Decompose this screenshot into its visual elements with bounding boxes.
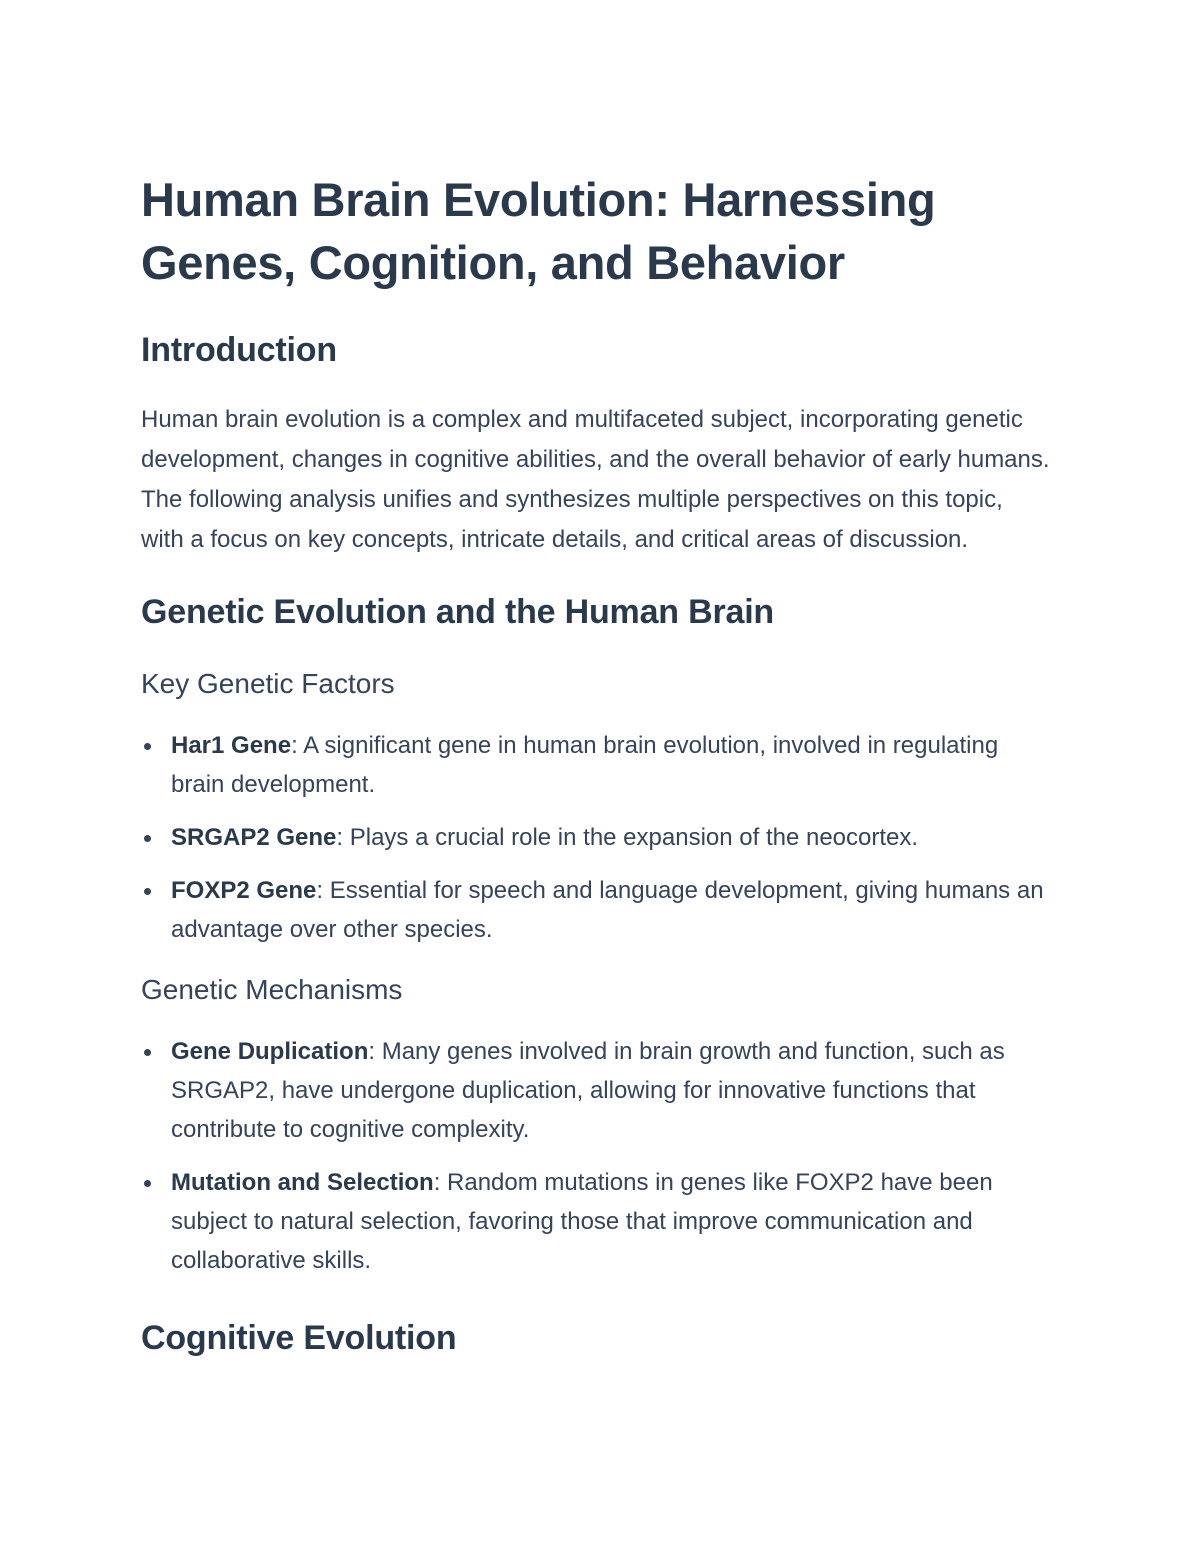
list-item xyxy=(141,871,1050,949)
introduction-paragraph: Human brain evolution is a complex and multifaceted subject, incorporating genetic development, changes in cognitive abilities, and the overall behavior of early humans. The following analysis unifies and synthesizes multiple perspectives on this topic, with a focus on key concepts, intricate details, and critical areas of discussion. xyxy=(141,406,1050,553)
list-item-term: FOXP2 Gene xyxy=(171,877,317,904)
list-item xyxy=(141,726,1050,804)
list-item-text: : Many genes involved in brain growth and function, such as SRGAP2, have undergone duplication, allowing for innovative functions that contribute to cognitive complexity. xyxy=(171,1038,1005,1143)
list-item-text: : Random mutations in genes like FOXP2 have been subject to natural selection, favoring those that improve communication and collaborative skills. xyxy=(171,1169,993,1274)
key-genetic-factors-heading: Key Genetic Factors xyxy=(141,668,395,699)
list-item-term: Gene Duplication xyxy=(171,1038,369,1065)
list-item-text: : Essential for speech and language development, giving humans an advantage over other species. xyxy=(171,877,1044,943)
list-item-term: Har1 Gene xyxy=(171,732,292,759)
genetic-mechanisms-heading: Genetic Mechanisms xyxy=(141,974,403,1005)
list-item-term: SRGAP2 Gene xyxy=(171,824,337,851)
cognitive-evolution-heading: Cognitive Evolution xyxy=(141,1319,457,1357)
list-item xyxy=(141,1163,1050,1280)
key-genetic-factors-list xyxy=(141,726,1050,949)
list-item xyxy=(141,1032,1050,1149)
list-item-text: : A significant gene in human brain evolution, involved in regulating brain development. xyxy=(171,732,999,798)
genetic-evolution-heading: Genetic Evolution and the Human Brain xyxy=(141,593,775,631)
list-item-term: Mutation and Selection xyxy=(171,1169,434,1196)
genetic-mechanisms-list xyxy=(141,1032,1050,1280)
list-item-text: : Plays a crucial role in the expansion of the neocortex. xyxy=(336,824,919,851)
list-item xyxy=(141,818,1050,857)
introduction-heading: Introduction xyxy=(141,331,337,369)
document-title: Human Brain Evolution: Harnessing Genes, Cognition, and Behavior xyxy=(141,173,936,289)
